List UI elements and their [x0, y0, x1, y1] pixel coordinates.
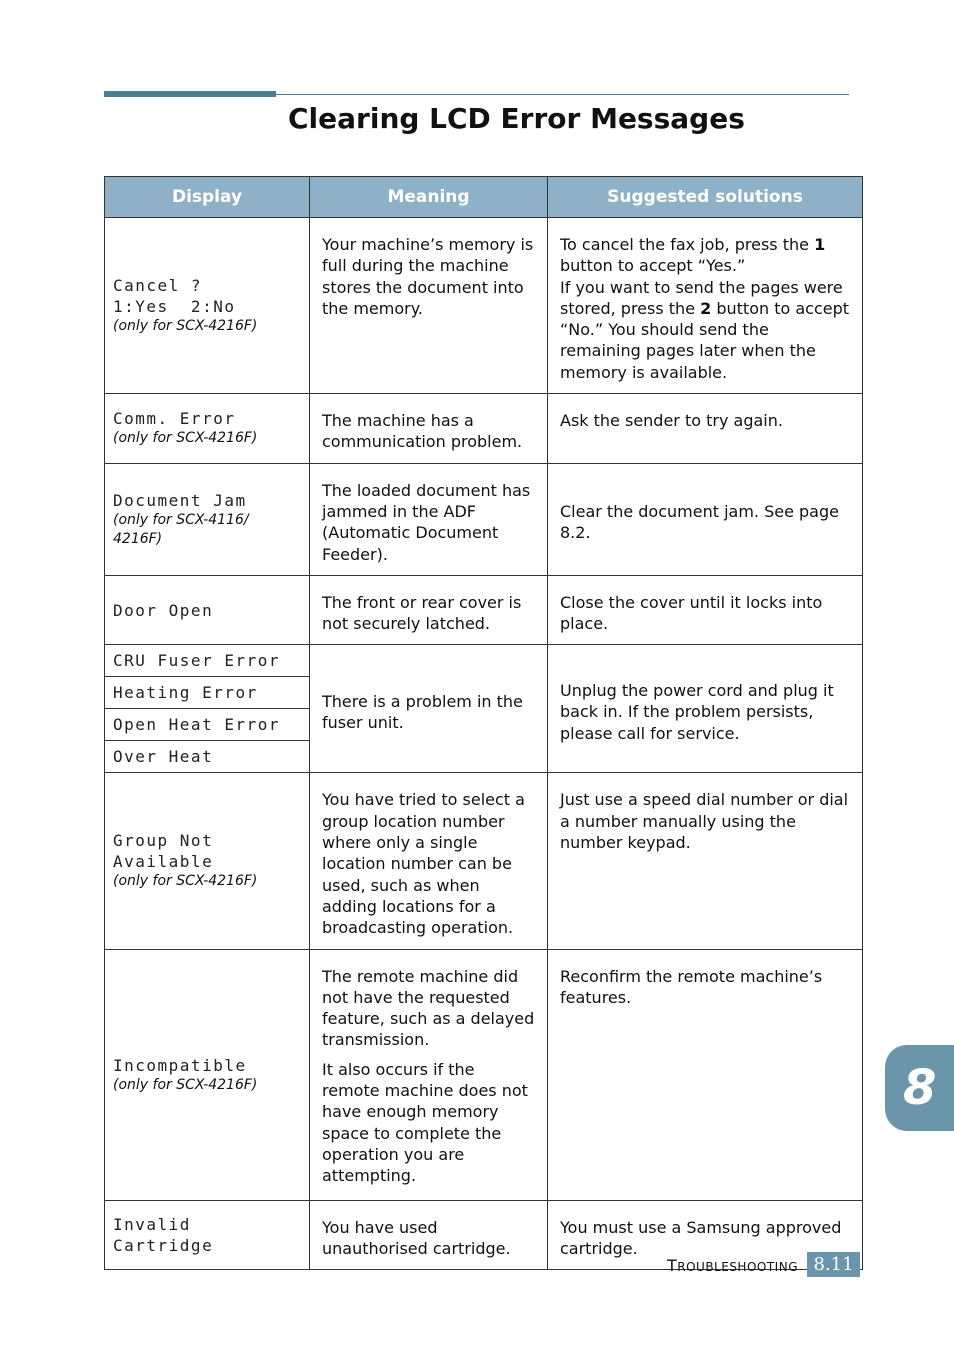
meaning-paragraph: It also occurs if the remote machine does not have enough memory space to complete the operation you are attempting. [322, 1059, 528, 1186]
lcd-message: CRU Fuser Error [113, 651, 280, 671]
display-cell [105, 463, 310, 575]
display-cell [105, 741, 310, 773]
solution-text: If you want to send the pages were stored, press the [560, 277, 843, 318]
table-row [105, 394, 863, 464]
solution-text: To cancel the fax job, press the [560, 235, 815, 254]
display-cell [105, 677, 310, 709]
model-note: (only for SCX-4116/ 4216F) [113, 511, 249, 547]
solution-cell: Unplug the power cord and plug it back in. If the problem persists, please call for service. [548, 645, 863, 773]
meaning-cell: The machine has a communication problem. [310, 394, 548, 464]
header-display: Display [105, 177, 310, 218]
header-meaning: Meaning [310, 177, 548, 218]
meaning-cell: The loaded document has jammed in the ADF (Automatic Document Feeder). [310, 463, 548, 575]
meaning-cell: The front or rear cover is not securely latched. [310, 575, 548, 645]
header-rule-line [276, 94, 849, 95]
model-note: (only for SCX-4216F) [113, 873, 258, 890]
key-label: 1 [814, 235, 826, 254]
lcd-message: Group Not Available [113, 831, 214, 872]
lcd-message: Over Heat [113, 747, 214, 767]
solution-cell: Reconfirm the remote machine’s features. [548, 949, 863, 1200]
key-label: 2 [700, 298, 712, 318]
page-title: Clearing LCD Error Messages [288, 102, 745, 135]
solution-cell [548, 218, 863, 394]
footer-rest: ROUBLESHOOTING [677, 1260, 798, 1274]
table-row [105, 218, 863, 394]
table-row [105, 463, 863, 575]
meaning-cell: There is a problem in the fuser unit. [310, 645, 548, 773]
table-row [105, 645, 863, 677]
display-cell [105, 773, 310, 949]
meaning-cell: You have tried to select a group location number where only a single location number can be used, such as when adding locations for a broadcasting operation. [310, 773, 548, 949]
meaning-paragraph: The remote machine did not have the requested feature, such as a delayed transmission. [322, 966, 535, 1050]
lcd-message: Invalid Cartridge [113, 1214, 214, 1255]
model-note: (only for SCX-4216F) [113, 430, 258, 447]
table-row [105, 575, 863, 645]
solution-text: button to accept “No.” You should send the remaining pages later when the memory is available. [560, 298, 850, 382]
solution-cell: Clear the document jam. See page 8.2. [548, 463, 863, 575]
footer-section-title [667, 1256, 798, 1275]
table-header-row [105, 177, 863, 218]
lcd-message: Incompatible [113, 1055, 247, 1075]
lcd-message: Heating Error [113, 683, 258, 703]
table-row [105, 773, 863, 949]
meaning-cell [310, 949, 548, 1200]
display-cell [105, 645, 310, 677]
model-note: (only for SCX-4216F) [113, 318, 258, 335]
page-number: 8.11 [807, 1252, 860, 1277]
lcd-message: Cancel ? 1:Yes 2:No [113, 276, 236, 317]
solution-cell: Close the cover until it locks into place. [548, 575, 863, 645]
chapter-tab: 8 [885, 1045, 954, 1131]
display-cell [105, 709, 310, 741]
solution-cell: You must use a Samsung approved cartridge. [548, 1200, 863, 1270]
error-messages-table [104, 176, 863, 1270]
display-cell [105, 394, 310, 464]
model-note: (only for SCX-4216F) [113, 1076, 258, 1093]
lcd-message: Comm. Error [113, 409, 236, 429]
display-cell [105, 575, 310, 645]
table-row [105, 949, 863, 1200]
lcd-message: Door Open [113, 600, 214, 620]
display-cell [105, 218, 310, 394]
footer-initial: T [666, 1256, 678, 1275]
meaning-cell: You have used unauthorised cartridge. [310, 1200, 548, 1270]
lcd-message: Document Jam [113, 490, 247, 510]
solution-text: button to accept “Yes.” [560, 256, 746, 276]
header-solutions: Suggested solutions [548, 177, 863, 218]
display-cell [105, 1200, 310, 1270]
meaning-cell: Your machine’s memory is full during the machine stores the document into the memory. [310, 218, 548, 394]
lcd-message: Open Heat Error [113, 715, 280, 735]
solution-cell: Just use a speed dial number or dial a number manually using the number keypad. [548, 773, 863, 949]
header-rule-accent [104, 91, 276, 97]
solution-cell: Ask the sender to try again. [548, 394, 863, 464]
display-cell [105, 949, 310, 1200]
